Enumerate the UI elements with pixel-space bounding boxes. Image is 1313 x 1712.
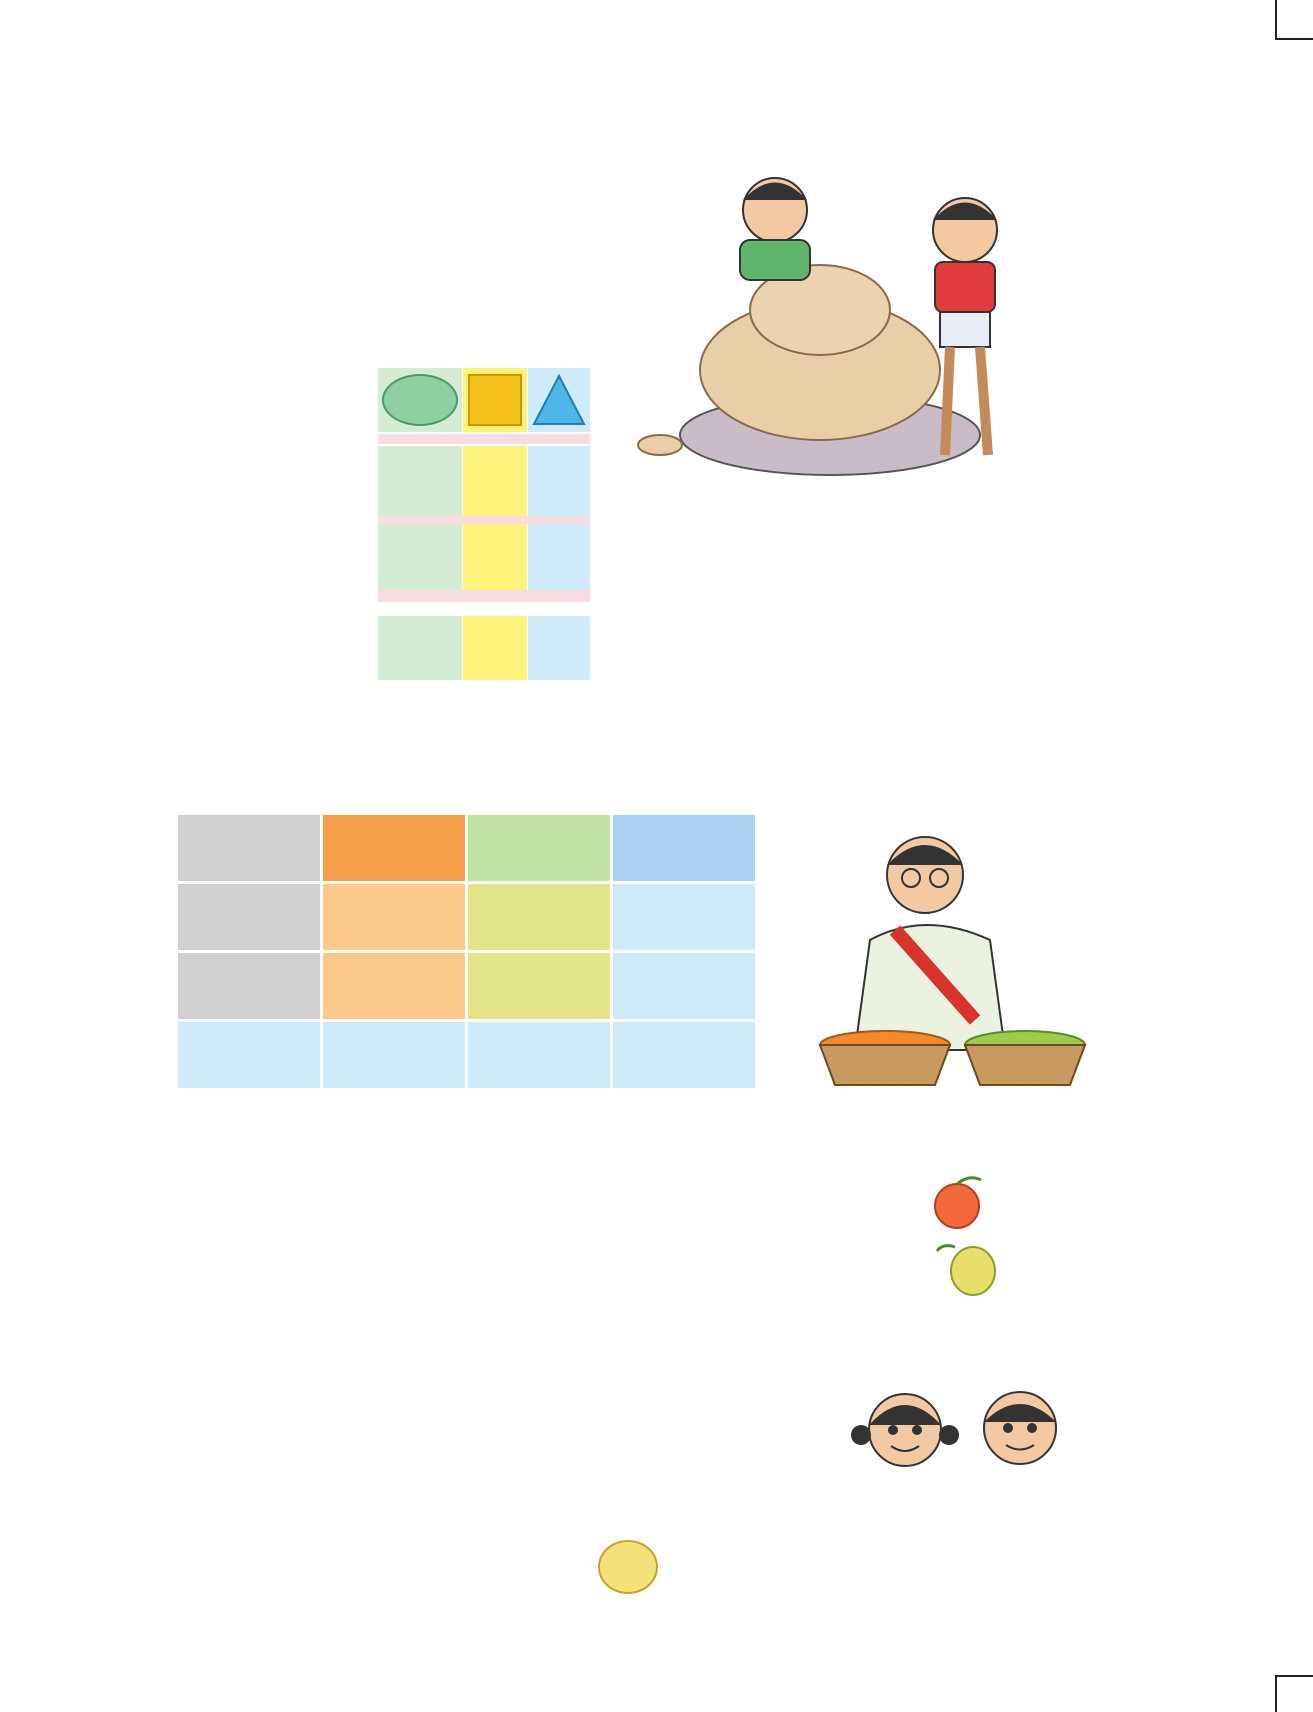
table-row	[178, 1022, 755, 1088]
cell-value	[468, 953, 610, 1019]
header-orange	[323, 815, 465, 881]
small-stones	[638, 435, 682, 455]
pv-answer-tens[interactable]	[463, 616, 527, 680]
pv-row1-hundreds	[378, 446, 462, 516]
orange-basket	[820, 1031, 950, 1085]
fruit-preference-table	[175, 812, 758, 1091]
answer-cell[interactable]	[613, 953, 755, 1019]
question-kha	[172, 1244, 184, 1277]
pv-divider-strip-2	[378, 516, 590, 524]
problem-kha-line1	[175, 175, 193, 208]
pv-row2-ones	[528, 524, 590, 590]
bottom-border-decoration	[125, 1490, 1145, 1538]
row-label	[178, 884, 320, 950]
question-ka	[172, 1190, 184, 1223]
problem-ga-line1	[175, 710, 189, 743]
pv-row2-hundreds	[378, 524, 462, 590]
pv-answer-ones[interactable]	[528, 616, 590, 680]
table-header-row	[178, 815, 755, 881]
header-total	[613, 815, 755, 881]
girl-face	[851, 1394, 959, 1466]
row-label	[178, 953, 320, 1019]
page-number-badge	[598, 1540, 658, 1594]
pv-header-hundreds-cell	[378, 368, 462, 432]
answer-cell[interactable]	[468, 1022, 610, 1088]
question-ga	[172, 1298, 184, 1331]
pv-divider-strip-3	[378, 590, 590, 602]
pv-row1-ones	[528, 446, 590, 516]
orange-fruit-icon	[925, 1172, 989, 1230]
right-border-decoration	[1100, 162, 1140, 1482]
top-border-decoration	[110, 112, 1140, 160]
tens-badge	[468, 374, 522, 426]
row-label	[178, 1022, 320, 1088]
cell-value	[323, 884, 465, 950]
teacher-fruit-baskets-illustration	[775, 820, 1095, 1090]
cell-value	[468, 884, 610, 950]
pv-row2-tens	[463, 524, 527, 590]
ones-triangle-icon	[532, 374, 586, 426]
teacher-figure	[855, 837, 1005, 1050]
pv-row1-tens	[463, 446, 527, 516]
header-mango	[468, 815, 610, 881]
question-gha	[172, 1352, 184, 1385]
table-row	[178, 953, 755, 1019]
pv-header-ones-cell	[528, 368, 590, 432]
crop-mark-top-right	[1275, 0, 1313, 40]
answer-cell[interactable]	[323, 1022, 465, 1088]
mango-fruit-icon	[935, 1233, 1005, 1299]
pv-divider-strip-1	[378, 434, 590, 444]
hundreds-badge	[382, 374, 458, 426]
answer-cell[interactable]	[613, 884, 755, 950]
pv-header-tens-cell	[463, 368, 527, 432]
header-children	[178, 815, 320, 881]
pv-answer-hundreds[interactable]	[378, 616, 462, 680]
children-faces-illustration	[845, 1390, 1065, 1470]
cell-value	[323, 953, 465, 1019]
boy-face	[984, 1392, 1056, 1464]
girl-figure	[740, 178, 810, 280]
table-row	[178, 884, 755, 950]
answer-cell[interactable]	[613, 1022, 755, 1088]
mango-basket	[965, 1031, 1085, 1085]
stones-children-illustration	[620, 170, 1080, 490]
crop-mark-bottom-right	[1275, 1675, 1313, 1712]
